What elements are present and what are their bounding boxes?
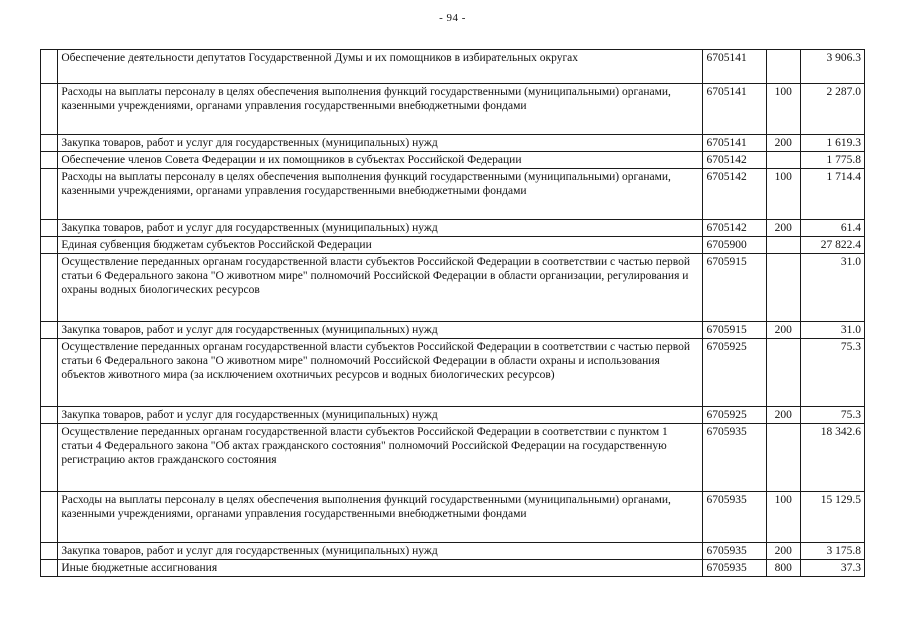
amount-cell: 2 287.0 (800, 84, 864, 135)
amount-cell: 75.3 (800, 407, 864, 424)
item-name-cell: Обеспечение деятельности депутатов Государственной Думы и их помощников в избирательных округах (58, 50, 703, 84)
row-marker-cell (41, 135, 58, 152)
item-name-cell: Закупка товаров, работ и услуг для государственных (муниципальных) нужд (58, 543, 703, 560)
expense-type-cell (766, 339, 800, 407)
expense-type-cell: 100 (766, 169, 800, 220)
item-name-cell: Иные бюджетные ассигнования (58, 560, 703, 577)
amount-cell: 1 714.4 (800, 169, 864, 220)
target-code-cell: 6705935 (703, 492, 766, 543)
table-row (41, 339, 865, 407)
table-row (41, 424, 865, 492)
item-name-cell: Осуществление переданных органам государственной власти субъектов Российской Федерации в соответствии с частью первой статьи 6 Федерального закона "О животном мире" полномочий Российской Федерации в области охраны и использования объектов животного мира (за исключением охотничьих ресурсов и водных биологических ресурсов) (58, 339, 703, 407)
item-name-cell: Закупка товаров, работ и услуг для государственных (муниципальных) нужд (58, 322, 703, 339)
table-row (41, 560, 865, 577)
amount-cell: 18 342.6 (800, 424, 864, 492)
row-marker-cell (41, 407, 58, 424)
row-marker-cell (41, 50, 58, 84)
amount-cell: 27 822.4 (800, 237, 864, 254)
amount-cell: 1 775.8 (800, 152, 864, 169)
row-marker-cell (41, 424, 58, 492)
target-code-cell: 6705935 (703, 560, 766, 577)
item-name-cell: Единая субвенция бюджетам субъектов Российской Федерации (58, 237, 703, 254)
amount-cell: 1 619.3 (800, 135, 864, 152)
target-code-cell: 6705142 (703, 220, 766, 237)
table-row (41, 169, 865, 220)
expense-type-cell (766, 152, 800, 169)
item-name-cell: Закупка товаров, работ и услуг для государственных (муниципальных) нужд (58, 407, 703, 424)
target-code-cell: 6705915 (703, 322, 766, 339)
row-marker-cell (41, 152, 58, 169)
row-marker-cell (41, 339, 58, 407)
amount-cell: 3 175.8 (800, 543, 864, 560)
target-code-cell: 6705925 (703, 407, 766, 424)
expense-type-cell (766, 254, 800, 322)
item-name-cell: Расходы на выплаты персоналу в целях обеспечения выполнения функций государственными (муниципальными) органами, казенными учреждениями, органами управления государственными внебюджетными фондами (58, 492, 703, 543)
target-code-cell: 6705900 (703, 237, 766, 254)
row-marker-cell (41, 560, 58, 577)
row-marker-cell (41, 84, 58, 135)
expense-type-cell: 200 (766, 322, 800, 339)
item-name-cell: Закупка товаров, работ и услуг для государственных (муниципальных) нужд (58, 220, 703, 237)
table-row (41, 220, 865, 237)
amount-cell: 15 129.5 (800, 492, 864, 543)
table-row (41, 492, 865, 543)
target-code-cell: 6705935 (703, 424, 766, 492)
table-row (41, 407, 865, 424)
expense-type-cell: 200 (766, 407, 800, 424)
row-marker-cell (41, 169, 58, 220)
target-code-cell: 6705142 (703, 152, 766, 169)
row-marker-cell (41, 543, 58, 560)
target-code-cell: 6705141 (703, 84, 766, 135)
expense-type-cell: 200 (766, 135, 800, 152)
target-code-cell: 6705141 (703, 50, 766, 84)
target-code-cell: 6705142 (703, 169, 766, 220)
row-marker-cell (41, 322, 58, 339)
amount-cell: 75.3 (800, 339, 864, 407)
table-row (41, 254, 865, 322)
expense-type-cell: 200 (766, 543, 800, 560)
expense-type-cell (766, 424, 800, 492)
table-row (41, 543, 865, 560)
table-row (41, 152, 865, 169)
row-marker-cell (41, 254, 58, 322)
item-name-cell: Расходы на выплаты персоналу в целях обеспечения выполнения функций государственными (муниципальными) органами, казенными учреждениями, органами управления государственными внебюджетными фондами (58, 169, 703, 220)
expense-type-cell: 800 (766, 560, 800, 577)
expense-type-cell (766, 50, 800, 84)
amount-cell: 31.0 (800, 322, 864, 339)
row-marker-cell (41, 220, 58, 237)
target-code-cell: 6705915 (703, 254, 766, 322)
table-row (41, 84, 865, 135)
table-row (41, 322, 865, 339)
table-row (41, 135, 865, 152)
row-marker-cell (41, 237, 58, 254)
item-name-cell: Расходы на выплаты персоналу в целях обеспечения выполнения функций государственными (муниципальными) органами, казенными учреждениями, органами управления государственными внебюджетными фондами (58, 84, 703, 135)
item-name-cell: Осуществление переданных органам государственной власти субъектов Российской Федерации в соответствии с пунктом 1 статьи 4 Федерального закона "Об актах гражданского состояния" полномочий Российской Федерации на государственную регистрацию актов гражданского состояния (58, 424, 703, 492)
target-code-cell: 6705925 (703, 339, 766, 407)
amount-cell: 61.4 (800, 220, 864, 237)
amount-cell: 3 906.3 (800, 50, 864, 84)
target-code-cell: 6705141 (703, 135, 766, 152)
page-number: - 94 - (439, 12, 466, 24)
target-code-cell: 6705935 (703, 543, 766, 560)
item-name-cell: Обеспечение членов Совета Федерации и их помощников в субъектах Российской Федерации (58, 152, 703, 169)
expense-type-cell (766, 237, 800, 254)
expense-type-cell: 200 (766, 220, 800, 237)
row-marker-cell (41, 492, 58, 543)
table-row (41, 237, 865, 254)
amount-cell: 31.0 (800, 254, 864, 322)
item-name-cell: Закупка товаров, работ и услуг для государственных (муниципальных) нужд (58, 135, 703, 152)
budget-table-body (41, 50, 865, 577)
budget-table (40, 49, 865, 577)
expense-type-cell: 100 (766, 84, 800, 135)
table-row (41, 50, 865, 84)
amount-cell: 37.3 (800, 560, 864, 577)
item-name-cell: Осуществление переданных органам государственной власти субъектов Российской Федерации в соответствии с частью первой статьи 6 Федерального закона "О животном мире" полномочий Российской Федерации в области организации, регулирования и охраны водных биологических ресурсов (58, 254, 703, 322)
expense-type-cell: 100 (766, 492, 800, 543)
